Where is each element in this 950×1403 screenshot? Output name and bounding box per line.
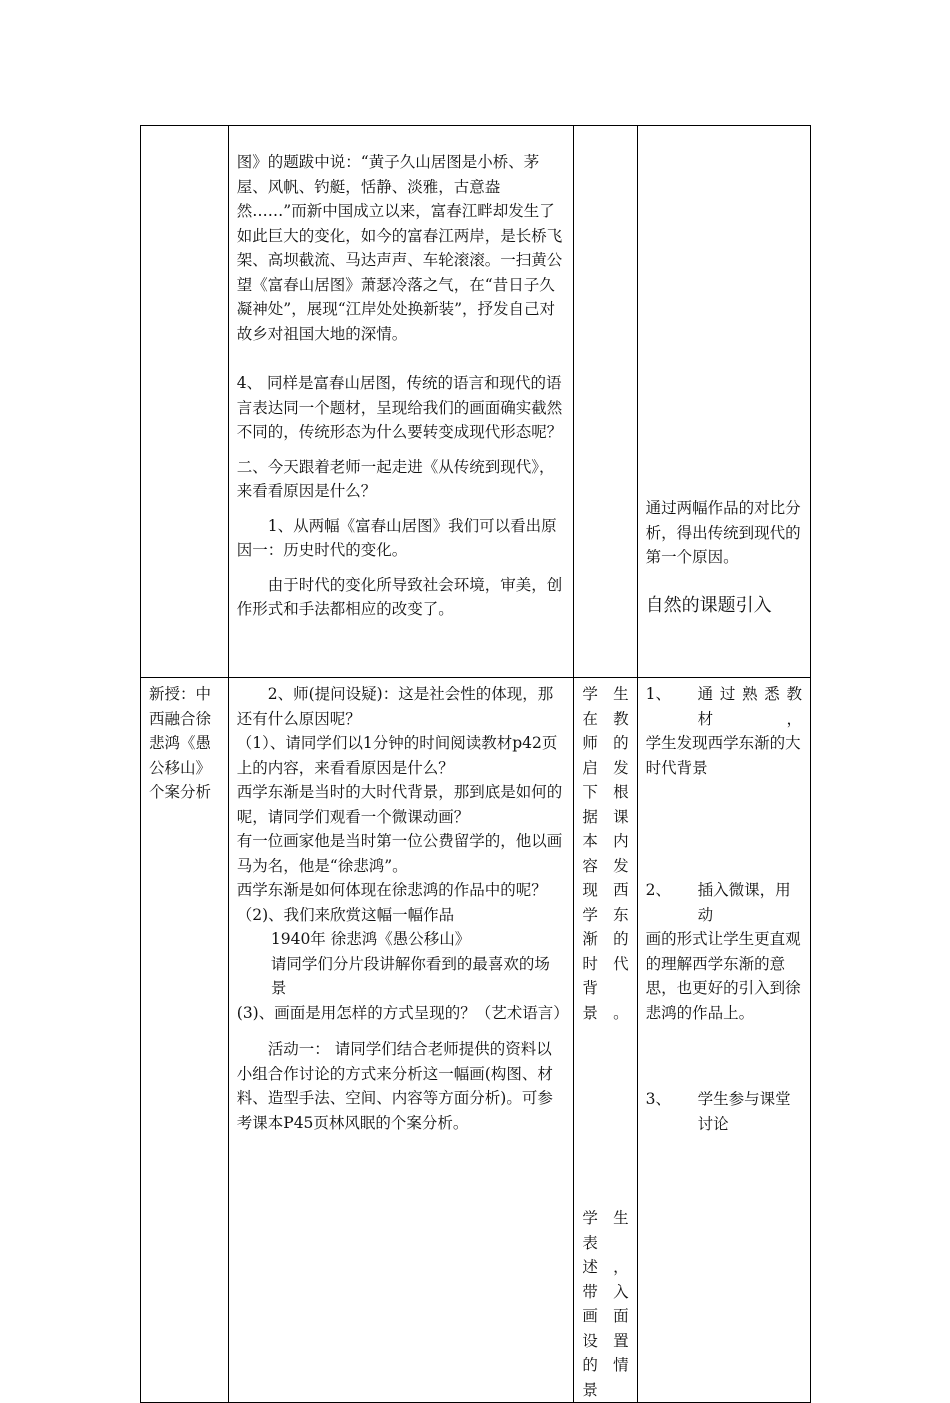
table-row	[141, 678, 811, 1403]
item-heading: 通过熟悉教材，	[697, 685, 802, 728]
content-paragraph: 1、从两幅《富春山居图》我们可以看出原因一：历史时代的变化。	[236, 516, 557, 559]
student-cell	[574, 126, 637, 678]
item-heading: 插入微课，用动	[697, 881, 791, 924]
intent-item	[646, 1087, 802, 1136]
table-row	[141, 126, 811, 678]
intent-paragraph: 学生发现西学东渐的大时代背景	[645, 734, 801, 777]
content-paragraph: 图》的题跋中说：“黄子久山居图是小桥、茅屋、风帆、钓艇，恬静、淡雅，古意盎然……”而新中国成立以来，富春江畔却发生了如此巨大的变化，如今的富春江两岸，是长桥飞架、高坝截流、马达声声、车轮滚滚。一扫黄公望《富春山居图》萧瑟冷落之气，在“昔日子久凝神处”，展现“江岸处处换新装”，抒发自己对故乡对祖国大地的深情。	[236, 153, 563, 343]
student-activity: 学生在教师的启发下根据课本内容发现西学东渐的时代背景。	[582, 685, 629, 1022]
student-cell	[574, 678, 637, 1403]
student-activity: 学生表述，带入画面设置的情景	[582, 1209, 629, 1399]
content-paragraph: （1）、请同学们以1分钟的时间阅读教材p42页上的内容，来看看原因是什么？	[236, 734, 558, 777]
intent-item	[646, 682, 802, 731]
item-number: 3、	[645, 1090, 672, 1108]
item-number: 2、	[645, 881, 672, 899]
stage-cell	[141, 678, 229, 1403]
lesson-plan-table	[140, 125, 811, 1403]
stage-label: 新授：中西融合徐悲鸿《愚公移山》个案分析	[149, 685, 212, 801]
intent-paragraph: 通过两幅作品的对比分析，得出传统到现代的第一个原因。	[645, 499, 801, 566]
content-paragraph: 请同学们分片段讲解你看到的最喜欢的场景	[270, 954, 550, 997]
content-paragraph: 2、师(提问设疑)：这是社会性的体现，那还有什么原因呢？	[236, 685, 554, 728]
content-paragraph: 由于时代的变化所导致社会环境，审美，创作形式和手法都相应的改变了。	[236, 575, 563, 618]
content-paragraph: （2)、我们来欣赏这幅一幅作品	[236, 905, 455, 924]
content-cell	[228, 126, 574, 678]
content-paragraph: 4、 同样是富春山居图，传统的语言和现代的语言表达同一个题材，呈现给我们的画面确实截然不同的，传统形态为什么要转变成现代形态呢？	[236, 374, 563, 441]
intent-cell	[637, 126, 810, 678]
intent-heading: 自然的课题引入	[645, 594, 772, 616]
stage-cell	[141, 126, 229, 678]
intent-cell	[637, 678, 810, 1403]
content-cell	[228, 678, 574, 1403]
item-heading: 学生参与课堂讨论	[697, 1090, 791, 1133]
content-paragraph: 西学东渐是如何体现在徐悲鸿的作品中的呢？	[236, 881, 547, 899]
content-paragraph: 有一位画家他是当时第一位公费留学的，他以画马为名，他是“徐悲鸿”。	[236, 832, 563, 875]
content-paragraph: 1940年 徐悲鸿《愚公移山》	[270, 930, 471, 948]
content-paragraph: 二、今天跟着老师一起走进《从传统到现代》，来看看原因是什么？	[236, 457, 555, 500]
intent-item	[646, 878, 802, 927]
content-paragraph: 活动一： 请同学们结合老师提供的资料以小组合作讨论的方式来分析这一幅画(构图、材料、造型手法、空间、内容等方面分析)。可参考课本P45页林风眠的个案分析。	[236, 1040, 553, 1132]
item-number: 1、	[645, 685, 672, 703]
content-paragraph: 西学东渐是当时的大时代背景，那到底是如何的呢，请同学们观看一个微课动画？	[236, 783, 563, 826]
content-paragraph: (3)、画面是用怎样的方式呈现的？（艺术语言）	[236, 1003, 569, 1022]
intent-paragraph: 画的形式让学生更直观的理解西学东渐的意思，也更好的引入到徐悲鸿的作品上。	[645, 930, 801, 1022]
